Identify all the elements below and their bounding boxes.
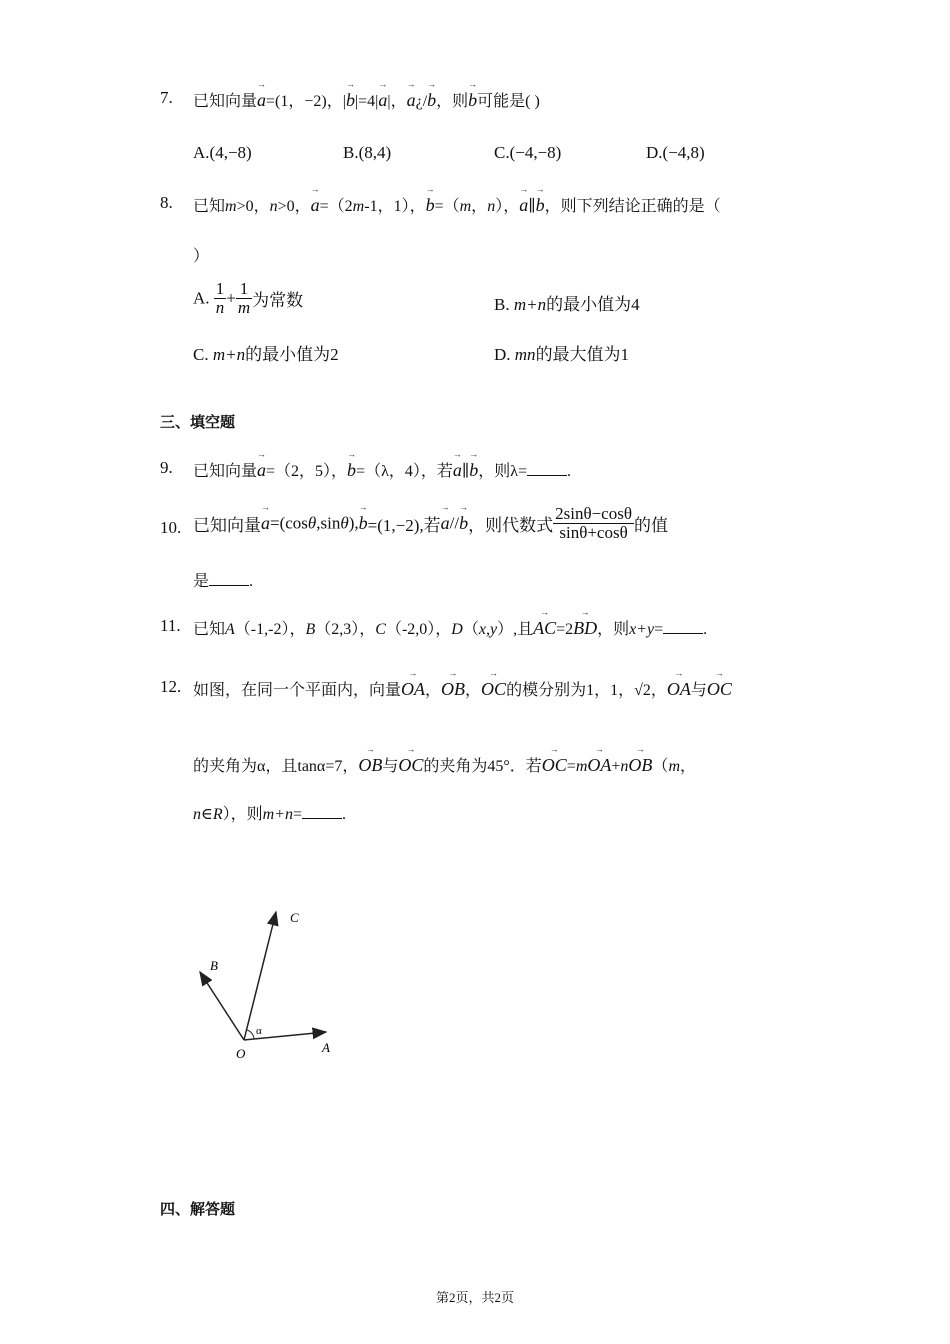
vector-bd: → BD [573,619,597,637]
vector-a: → a [519,196,528,214]
vector-a: → a [453,461,462,479]
answer-blank [527,474,567,476]
vector-a: → a [441,514,450,532]
q12-number: 12. [160,677,182,696]
vector-oa: → OA [667,680,691,698]
section-heading-answer: 四、解答题 [160,1200,236,1218]
q8-option-b: B. m+n的最小值为4 [494,295,640,314]
vector-oa: → OA [587,756,611,774]
vector-b: → b [359,514,368,532]
q12-stem-line1: 如图，在同一个平面内，向量→ OA，→ OB，→ OC的模分别为1，1，√2，→ OA与→ OC [193,677,732,700]
vector-oc: → OC [398,756,423,774]
label-c: C [290,910,299,925]
answer-blank [663,632,703,634]
q7-option-b: B.(8,4) [343,143,392,162]
q12-stem-line2: 的夹角为α，且tanα=7，→ OB与→ OC的夹角为45°．若→ OC=m→ OA+n→ OB（m， [193,753,696,776]
q8-option-a: A. $\frac{1}{n}$ + $\frac{1}{m}$ 为常数 [193,279,304,317]
vector-ac: → AC [533,619,556,637]
vector-b: → b [426,196,435,214]
vector-a: → a [257,91,266,109]
label-o: O [236,1046,246,1061]
vector-a: → a [261,514,270,532]
q10-stem-line2: 是 . [193,573,254,590]
q10-stem: 已知向量→ a=(cosθ,sinθ),→ b=(1,−2),若→ a//→ b，则代数式 $\frac{2\sin\theta-\cos\theta}{\sin\theta+\cos\theta}$ 的值 [193,505,668,542]
label-alpha: α [256,1025,262,1037]
vector-oc: → OC [542,756,567,774]
vector-oc: → OC [481,680,506,698]
vector-a: → a [257,461,266,479]
vector-b: → b [468,91,477,109]
vector-b: → b [427,91,436,109]
vector-diagram [180,900,360,1070]
section-heading-fill-in: 三、填空题 [160,413,236,431]
arrow-ob [200,972,244,1040]
q8-number: 8. [160,193,173,212]
vector-b: → b [459,514,468,532]
q9-number: 9. [160,458,173,477]
page-footer: 第2页，共2页 [435,1290,514,1305]
angle-arc [247,1030,254,1039]
vector-oa: → OA [401,680,425,698]
vector-b: → b [347,461,356,479]
arrow-oc [244,912,276,1040]
q8-stem: 已知m>0，n>0，→ a=（2m-1，1），→ b=（m，n），→ a∥→ b，则下列结论正确的是（ [193,193,721,216]
vector-a: → a [407,91,416,109]
vector-a: → a [378,91,387,109]
q8-stem-close: ） [193,248,210,265]
q7-option-a: A.(4,−8) [193,143,252,162]
q11-stem: 已知A（-1,-2），B（2,3），C（-2,0），D（x,y）,且→ AC=2→ BD，则x+y= . [193,616,707,639]
label-a: A [322,1040,330,1055]
vector-b: → b [536,196,545,214]
vector-a: → a [311,196,320,214]
answer-blank [209,584,249,586]
q11-number: 11. [160,616,181,635]
vector-b: → b [346,91,355,109]
label-b: B [210,958,218,973]
q7-option-d: D.(−4,8) [646,143,705,162]
q7-option-c: C.(−4,−8) [494,143,562,162]
q9-stem: 已知向量→ a=（2，5），→ b=（λ，4），若→ a∥→ b，则λ= . [193,458,571,481]
q7-stem: 已知向量→ a=(1，−2)，|→ b|=4|→ a|，→ a¿/→ b，则→ b可能是( ) [193,88,540,111]
q8-option-d: D. mn的最大值为1 [494,345,630,364]
vector-oc: → OC [707,680,732,698]
vector-ob: → OB [628,756,652,774]
q10-number: 10. [160,518,182,537]
q8-option-c: C. m+n的最小值为2 [193,345,339,364]
vector-ob: → OB [358,756,382,774]
q7-number: 7. [160,88,173,107]
q12-stem-line3: n∈R），则m+n= . [193,806,347,823]
q10-fraction: $\frac{2\sin\theta-\cos\theta}{\sin\theta+\cos\theta}$ [555,504,632,542]
answer-blank [302,817,342,819]
vector-ob: → OB [441,680,465,698]
vector-b: → b [469,461,478,479]
